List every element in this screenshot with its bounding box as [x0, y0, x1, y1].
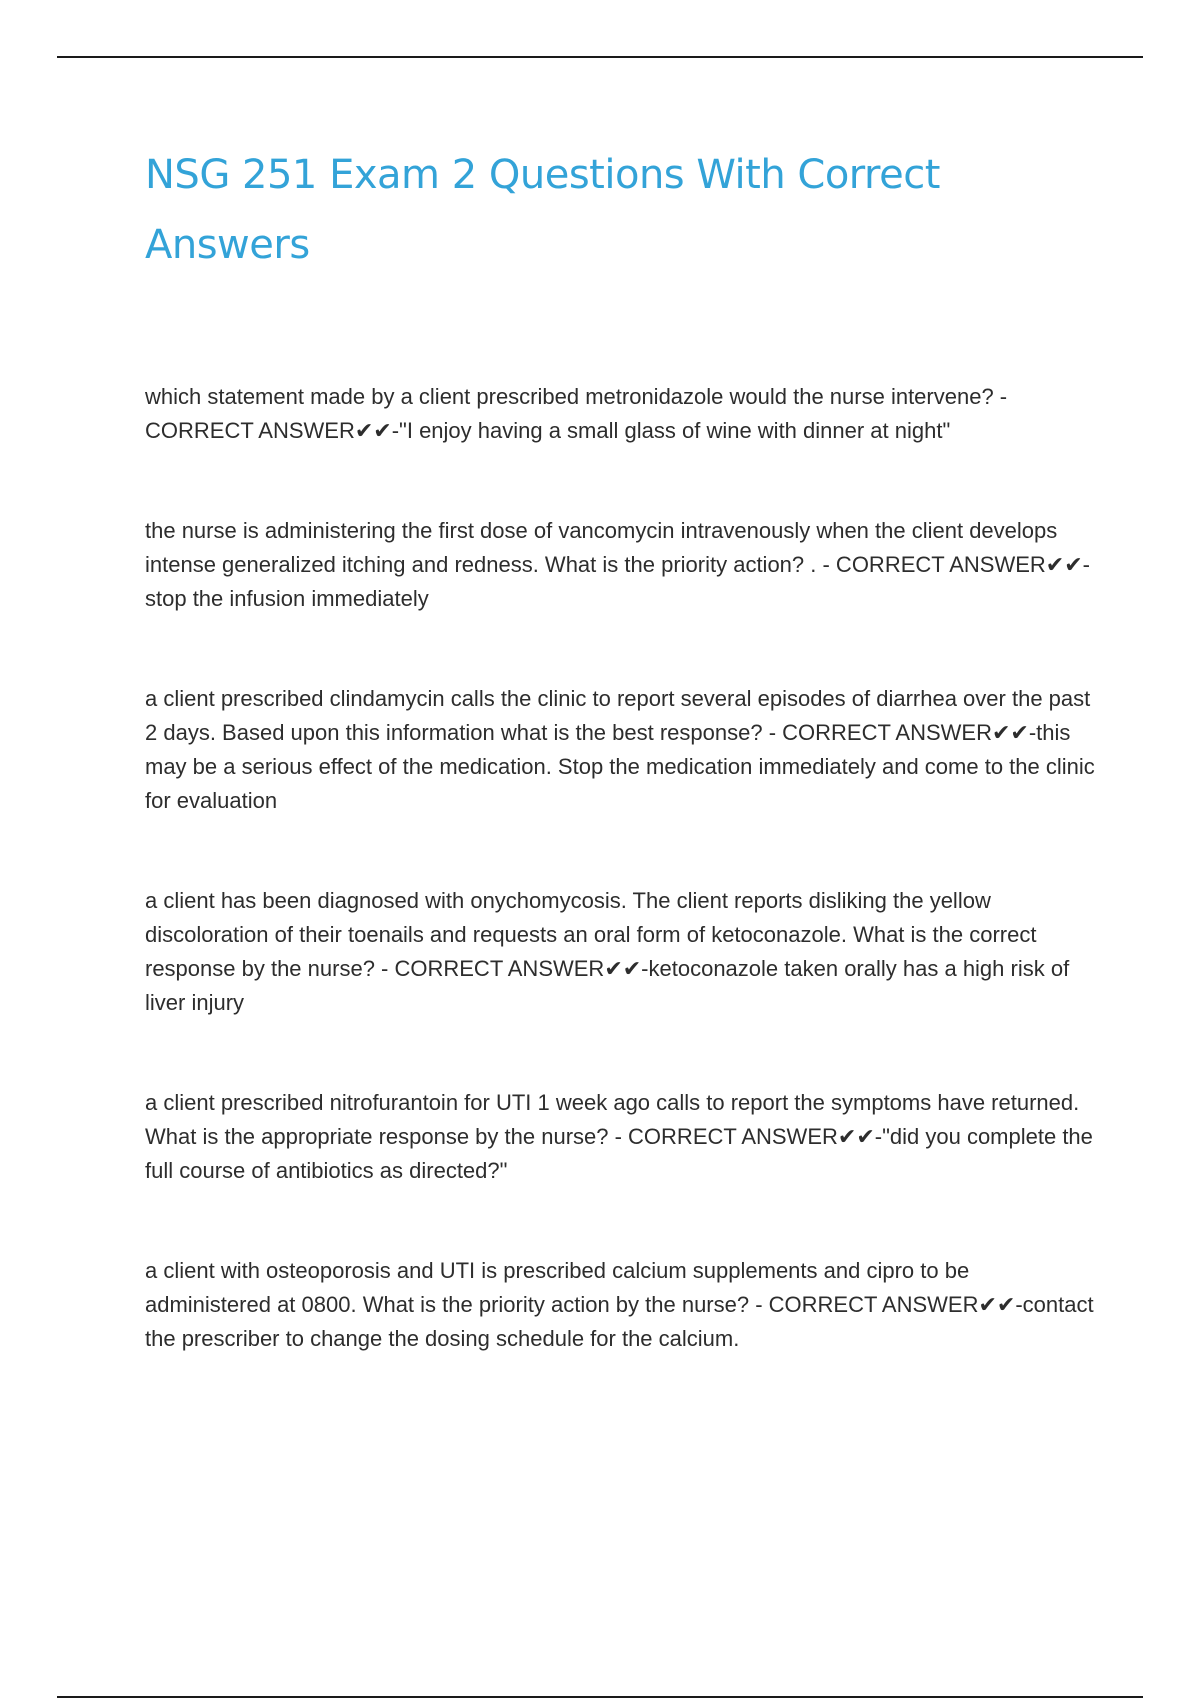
bottom-divider	[57, 1696, 1143, 1698]
page-title: NSG 251 Exam 2 Questions With Correct Answers	[145, 152, 940, 268]
qa-list	[145, 380, 1095, 1356]
qa-item-5: a client prescribed nitrofurantoin for UTI 1 week ago calls to report the symptoms have returned. What is the appropriate response by the nurse? - CORRECT ANSWER✔✔-"did you complete the full course of antibiotics as directed?"	[145, 1090, 1093, 1183]
qa-item-1: which statement made by a client prescribed metronidazole would the nurse intervene? - CORRECT ANSWER✔✔-"I enjoy having a small glass of wine with dinner at night"	[145, 384, 1008, 443]
qa-item-6: a client with osteoporosis and UTI is prescribed calcium supplements and cipro to be administered at 0800. What is the priority action by the nurse? - CORRECT ANSWER✔✔-contact the prescriber to change the dosing schedule for the calcium.	[145, 1258, 1094, 1351]
qa-item-2: the nurse is administering the first dose of vancomycin intravenously when the client develops intense generalized itching and redness. What is the priority action? . - CORRECT ANSWER✔✔-stop the infusion immediately	[145, 518, 1090, 611]
qa-item-4: a client has been diagnosed with onychomycosis. The client reports disliking the yellow discoloration of their toenails and requests an oral form of ketoconazole. What is the correct response by the nurse? - CORRECT ANSWER✔✔-ketoconazole taken orally has a high risk of liver injury	[145, 888, 1070, 1015]
top-divider	[57, 56, 1143, 58]
qa-item-3: a client prescribed clindamycin calls the clinic to report several episodes of diarrhea over the past 2 days. Based upon this information what is the best response? - CORRECT ANSWER✔✔-this may be a serious effect of the medication. Stop the medication immediately and come to the clinic for evaluation	[145, 686, 1095, 813]
